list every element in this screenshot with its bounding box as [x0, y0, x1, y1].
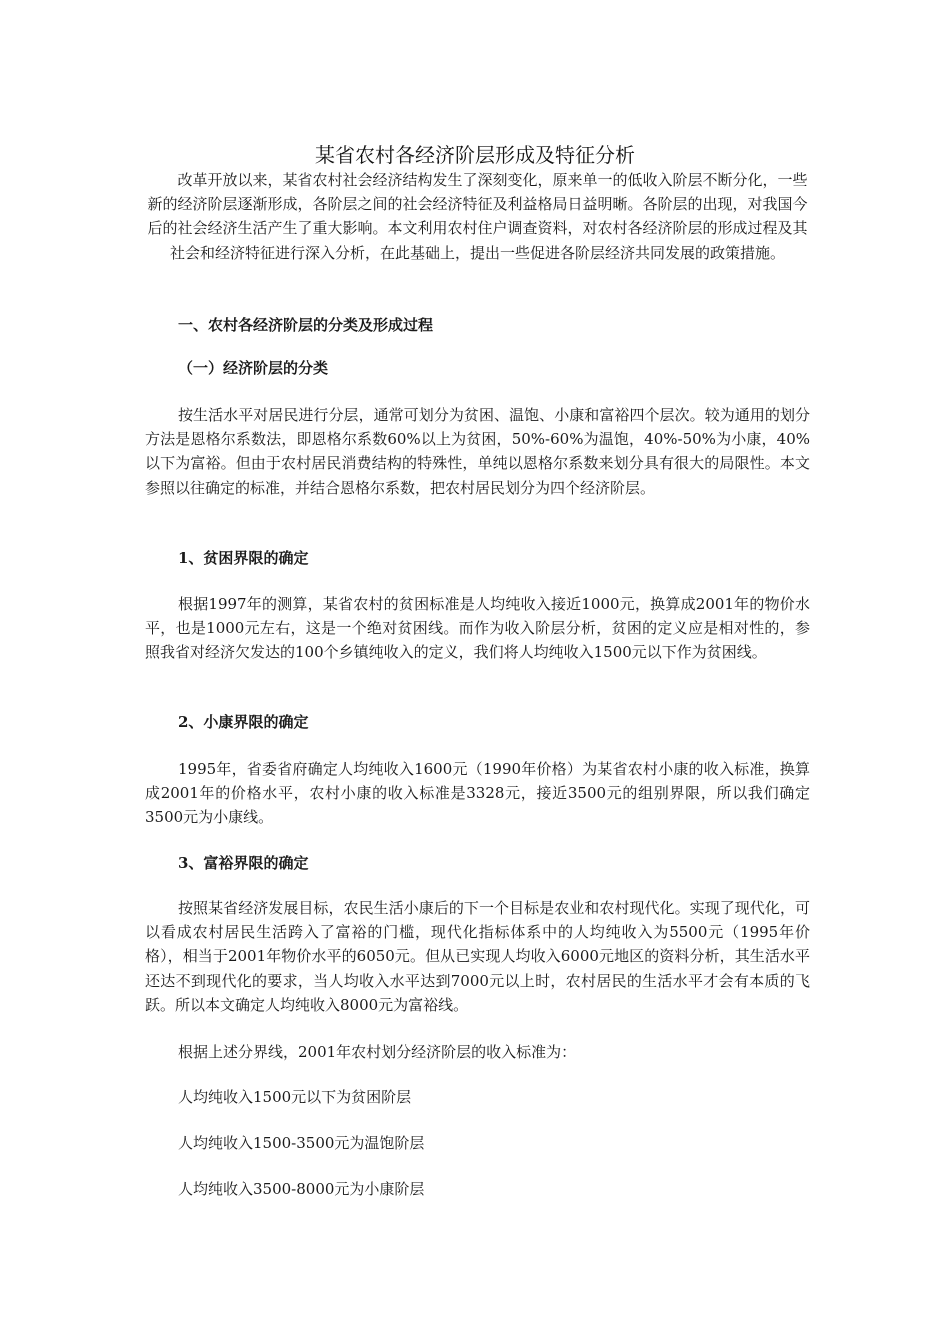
standard-item: 人均纯收入1500元以下为贫困阶层	[178, 1088, 412, 1106]
subsection-heading: （一）经济阶层的分类	[178, 359, 329, 377]
poverty-heading: 1、贫困界限的确定	[178, 549, 309, 567]
xiaokang-heading: 2、小康界限的确定	[178, 713, 309, 731]
standard-item: 人均纯收入3500-8000元为小康阶层	[178, 1180, 425, 1198]
section-heading: 一、农村各经济阶层的分类及形成过程	[178, 316, 434, 334]
abstract-paragraph: 改革开放以来，某省农村社会经济结构发生了深刻变化，原来单一的低收入阶层不断分化，一些新的经济阶层逐渐形成，各阶层之间的社会经济特征及利益格局日益明晰。各阶层的出现，对我国今后的社会经济生活产生了重大影响。本文利用农村住户调查资料，对农村各经济阶层的形成过程及其社会和经济特征进行深入分析，在此基础上，提出一些促进各阶层经济共同发展的政策措施。	[147, 171, 808, 262]
classification-paragraph: 按生活水平对居民进行分层，通常可划分为贫困、温饱、小康和富裕四个层次。较为通用的划分方法是恩格尔系数法，即恩格尔系数60%以上为贫困，50%-60%为温饱，40%-50%为小康，40%以下为富裕。但由于农村居民消费结构的特殊性，单纯以恩格尔系数来划分具有很大的局限性。本文参照以往确定的标准，并结合恩格尔系数，把农村居民划分为四个经济阶层。	[145, 406, 810, 497]
poverty-paragraph: 根据1997年的测算，某省农村的贫困标准是人均纯收入接近1000元，换算成2001年的物价水平，也是1000元左右，这是一个绝对贫困线。而作为收入阶层分析，贫困的定义应是相对性的，参照我省对经济欠发达的100个乡镇纯收入的定义，我们将人均纯收入1500元以下作为贫困线。	[145, 595, 810, 662]
xiaokang-paragraph: 1995年，省委省府确定人均纯收入1600元（1990年价格）为某省农村小康的收入标准，换算成2001年的价格水平，农村小康的收入标准是3328元，接近3500元的组别界限，所以我们确定3500元为小康线。	[145, 760, 810, 827]
document-title: 某省农村各经济阶层形成及特征分析	[315, 143, 635, 167]
summary-paragraph: 根据上述分界线，2001年农村划分经济阶层的收入标准为：	[178, 1043, 577, 1061]
wealthy-paragraph: 按照某省经济发展目标，农民生活小康后的下一个目标是农业和农村现代化。实现了现代化，可以看成农村居民生活跨入了富裕的门槛，现代化指标体系中的人均纯收入为5500元（1995年价格），相当于2001年物价水平的6050元。但从已实现人均收入6000元地区的资料分析，其生活水平还达不到现代化的要求，当人均收入水平达到7000元以上时，农村居民的生活水平才会有本质的飞跃。所以本文确定人均纯收入8000元为富裕线。	[145, 899, 810, 1014]
standard-item: 人均纯收入1500-3500元为温饱阶层	[178, 1134, 425, 1152]
wealthy-heading: 3、富裕界限的确定	[178, 854, 309, 872]
